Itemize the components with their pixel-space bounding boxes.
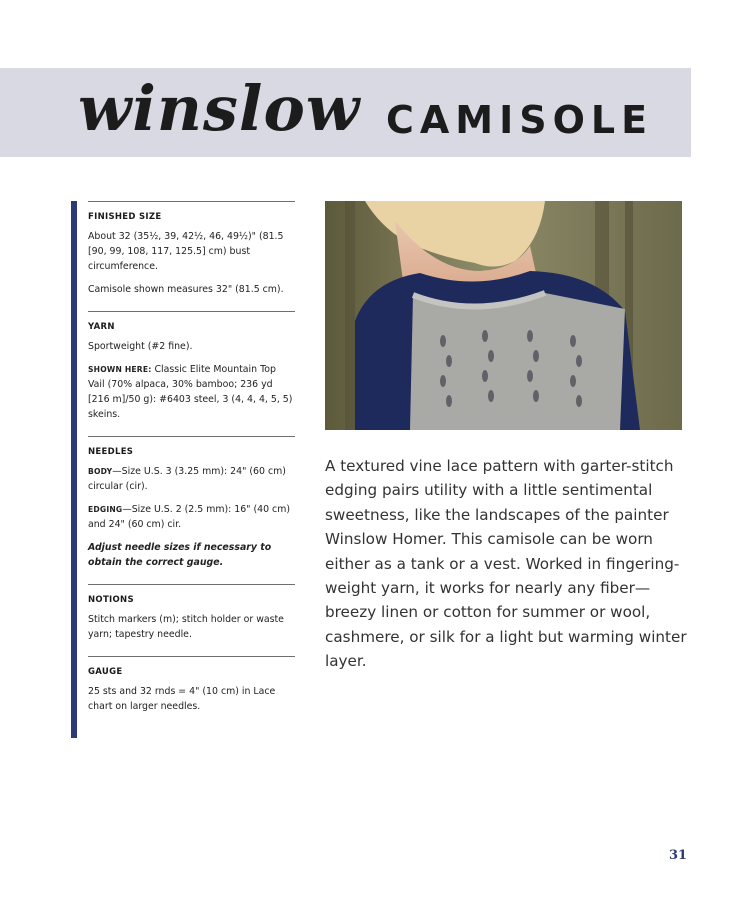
specs-sidebar <box>88 201 295 722</box>
spec-text <box>88 502 295 532</box>
spec-text <box>88 464 295 494</box>
spec-text: 25 sts and 32 rnds = 4" (10 cm) in Lace chart on larger needles. <box>88 686 276 712</box>
sidebar-accent-bar <box>71 201 77 738</box>
spec-heading: FINISHED SIZE <box>88 212 162 222</box>
spec-label: SHOWN HERE: <box>88 365 152 374</box>
spec-label: BODY <box>88 467 113 476</box>
spec-heading: YARN <box>88 322 115 332</box>
camisole-photo-illustration <box>325 201 682 430</box>
spec-text-inline: —Size U.S. 2 (2.5 mm): 16" (40 cm) and 24" (60 cm) cir. <box>88 504 290 530</box>
spec-yarn <box>88 311 295 422</box>
spec-label: EDGING <box>88 505 123 514</box>
spec-text: Stitch markers (m); stitch holder or waste yarn; tapestry needle. <box>88 614 284 640</box>
spec-gauge <box>88 656 295 714</box>
title-script: winslow <box>78 72 361 145</box>
intro-paragraph: A textured vine lace pattern with garter-stitch edging pairs utility with a little sentimental sweetness, like the landscapes of the painter Winslow Homer. This camisole can be worn either as a tank or a vest. Worked in fingering-weight yarn, it works for nearly any fiber—breezy linen or cotton for summer or wool, cashmere, or silk for a light but warming winter layer. <box>325 457 687 671</box>
spec-notions <box>88 584 295 642</box>
spec-needles <box>88 436 295 570</box>
spec-note: Adjust needle sizes if necessary to obtain the correct gauge. <box>88 542 272 568</box>
spec-text: Camisole shown measures 32" (81.5 cm). <box>88 284 284 295</box>
spec-text <box>88 362 295 422</box>
spec-text-inline: —Size U.S. 3 (3.25 mm): 24" (60 cm) circular (cir). <box>88 466 286 492</box>
spec-heading: GAUGE <box>88 667 123 677</box>
camisole-photo <box>325 201 682 430</box>
spec-text: About 32 (35½, 39, 42½, 46, 49½)" (81.5 [90, 99, 108, 117, 125.5] cm) bust circumference. <box>88 231 284 272</box>
title-caps: CAMISOLE <box>386 98 654 142</box>
spec-text: Sportweight (#2 fine). <box>88 341 193 352</box>
spec-heading: NOTIONS <box>88 595 134 605</box>
spec-heading: NEEDLES <box>88 447 134 457</box>
spec-text-inline: Classic Elite Mountain Top Vail (70% alpaca, 30% bamboo; 236 yd [216 m]/50 g): #6403 steel, 3 (4, 4, 4, 5, 5) skeins. <box>88 364 293 420</box>
spec-finished-size <box>88 201 295 297</box>
page-number: 31 <box>669 848 688 863</box>
